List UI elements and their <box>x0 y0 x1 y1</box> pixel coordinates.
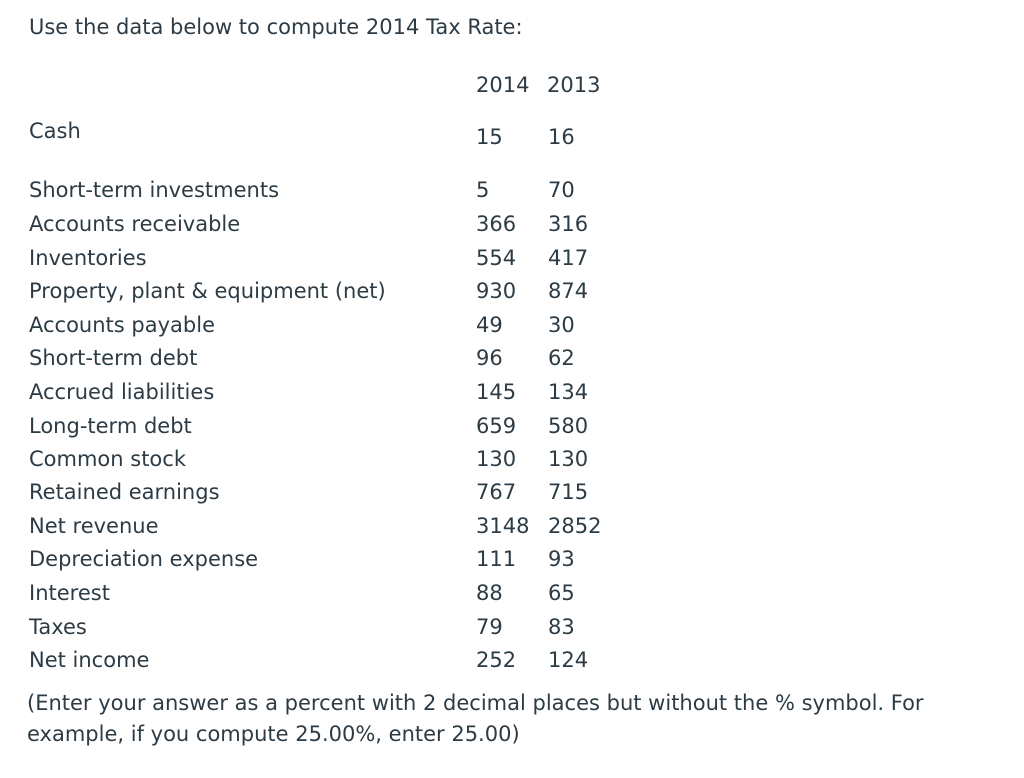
value-2014: 145 <box>476 380 517 404</box>
value-2014: 5 <box>476 178 490 202</box>
value-2014: 3148 <box>476 514 530 538</box>
table-row <box>0 578 1024 608</box>
value-2014: 88 <box>476 581 503 605</box>
value-2013: 124 <box>548 648 589 672</box>
question-prompt: Use the data below to compute 2014 Tax Rate: <box>29 15 523 39</box>
value-2014: 554 <box>476 246 517 270</box>
table-row <box>0 243 1024 273</box>
value-2013: 83 <box>548 615 575 639</box>
value-2013: 316 <box>548 212 589 236</box>
value-2013: 62 <box>548 346 575 370</box>
value-2013: 715 <box>548 480 589 504</box>
row-label: Property, plant & equipment (net) <box>29 279 386 303</box>
value-2013: 874 <box>548 279 589 303</box>
value-2014: 49 <box>476 313 503 337</box>
value-2013: 16 <box>548 125 575 149</box>
value-2014: 366 <box>476 212 517 236</box>
value-2013: 65 <box>548 581 575 605</box>
value-2014: 659 <box>476 414 517 438</box>
value-2014: 252 <box>476 648 517 672</box>
row-label: Depreciation expense <box>29 547 259 571</box>
row-label: Cash <box>29 119 81 143</box>
answer-instructions: (Enter your answer as a percent with 2 decimal places but without the % symbol. For example, if you compute 25.00%, enter 25.00) <box>27 691 924 746</box>
value-2014: 96 <box>476 346 503 370</box>
column-header-2014: 2014 <box>476 73 530 97</box>
value-2013: 417 <box>548 246 589 270</box>
value-2013: 93 <box>548 547 575 571</box>
value-2013: 2852 <box>548 514 602 538</box>
value-2014: 767 <box>476 480 517 504</box>
value-2014: 79 <box>476 615 503 639</box>
row-label: Short-term debt <box>29 346 198 370</box>
table-row <box>0 411 1024 441</box>
table-row <box>0 544 1024 574</box>
column-header-2013: 2013 <box>547 73 601 97</box>
value-2014: 15 <box>476 125 503 149</box>
value-2014: 930 <box>476 279 517 303</box>
table-row <box>0 444 1024 474</box>
table-row <box>0 377 1024 407</box>
table-row <box>0 276 1024 306</box>
value-2014: 130 <box>476 447 517 471</box>
row-label: Accounts payable <box>29 313 215 337</box>
row-label: Retained earnings <box>29 480 220 504</box>
row-label: Common stock <box>29 447 186 471</box>
row-label: Taxes <box>29 615 87 639</box>
table-row <box>0 310 1024 340</box>
row-label: Long-term debt <box>29 414 192 438</box>
table-row <box>0 209 1024 239</box>
value-2013: 580 <box>548 414 589 438</box>
value-2014: 111 <box>476 547 517 571</box>
table-row <box>0 175 1024 205</box>
row-label: Net revenue <box>29 514 159 538</box>
row-label: Accrued liabilities <box>29 380 215 404</box>
row-label: Interest <box>29 581 110 605</box>
value-2013: 130 <box>548 447 589 471</box>
table-row <box>0 116 1024 149</box>
table-row <box>0 343 1024 373</box>
row-label: Inventories <box>29 246 147 270</box>
table-row <box>0 612 1024 642</box>
row-label: Accounts receivable <box>29 212 241 236</box>
row-label: Short-term investments <box>29 178 280 202</box>
value-2013: 134 <box>548 380 589 404</box>
value-2013: 30 <box>548 313 575 337</box>
row-label: Net income <box>29 648 150 672</box>
table-row <box>0 477 1024 507</box>
table-row <box>0 645 1024 675</box>
table-row <box>0 511 1024 541</box>
value-2013: 70 <box>548 178 575 202</box>
